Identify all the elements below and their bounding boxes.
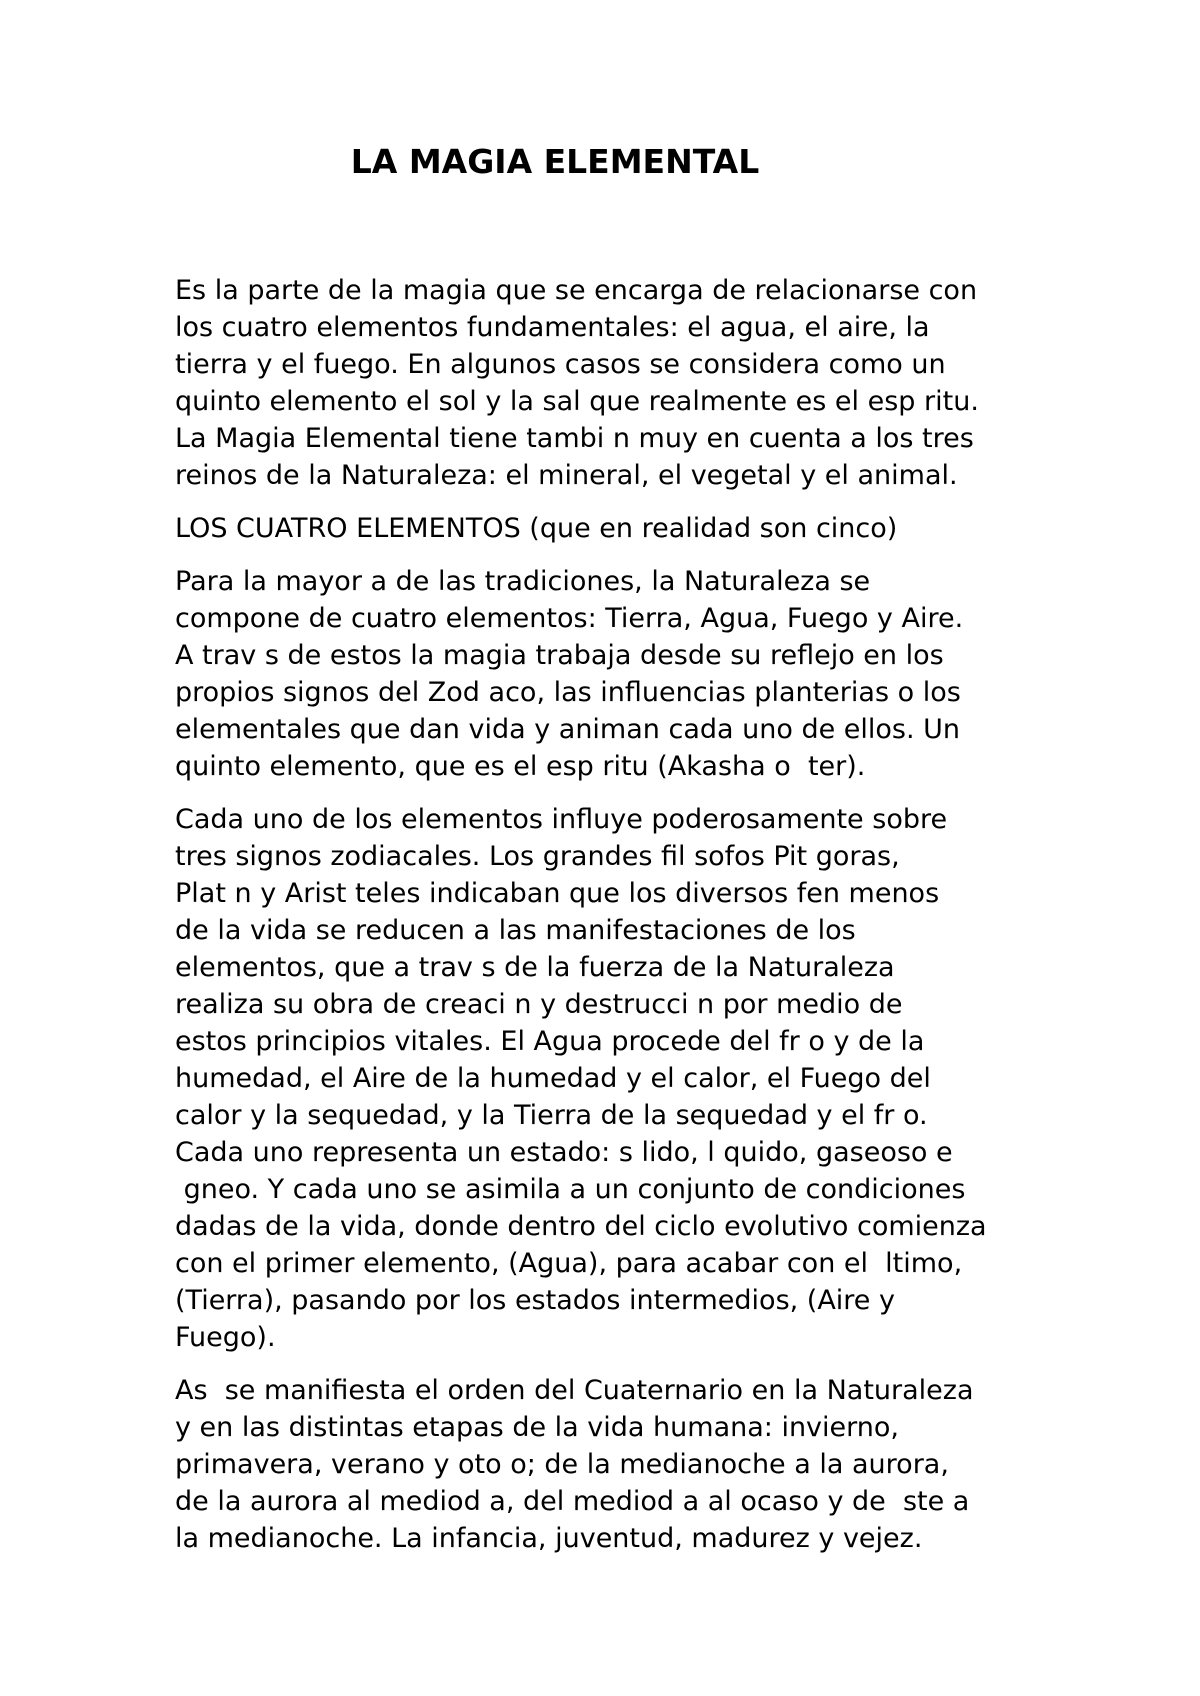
paragraph-traditions [175, 563, 1055, 785]
text-line: dadas de la vida, donde dentro del ciclo evolutivo comienza [175, 1211, 987, 1242]
text-line: quinto elemento, que es el esp ritu (Akasha o ter). [175, 751, 866, 782]
text-line: los cuatro elementos fundamentales: el agua, el aire, la [175, 312, 930, 343]
text-line: realiza su obra de creaci n y destrucci n por medio de [175, 989, 903, 1020]
text-line: elementos, que a trav s de la fuerza de la Naturaleza [175, 952, 895, 983]
text-line: Para la mayor a de las tradiciones, la Naturaleza se [175, 566, 871, 597]
text-line: La Magia Elemental tiene tambi n muy en cuenta a los tres [175, 423, 974, 454]
text-line: calor y la sequedad, y la Tierra de la sequedad y el fr o. [175, 1100, 928, 1131]
text-line: elementales que dan vida y animan cada uno de ellos. Un [175, 714, 961, 745]
text-line: con el primer elemento, (Agua), para acabar con el ltimo, [175, 1248, 963, 1279]
text-line: Plat n y Arist teles indicaban que los diversos fen menos [175, 878, 940, 909]
document-body [175, 272, 1055, 1573]
text-line: tierra y el fuego. En algunos casos se considera como un [175, 349, 946, 380]
text-line: Cada uno de los elementos influye poderosamente sobre [175, 804, 948, 835]
text-line: (Tierra), pasando por los estados intermedios, (Aire y [175, 1285, 895, 1316]
text-line: propios signos del Zod aco, las influencias planterias o los [175, 677, 961, 708]
section-heading: LOS CUATRO ELEMENTOS (que en realidad son cinco) [175, 513, 898, 544]
text-line: primavera, verano y oto o; de la medianoche a la aurora, [175, 1449, 949, 1480]
text-line: A trav s de estos la magia trabaja desde su reflejo en los [175, 640, 944, 671]
text-line: Es la parte de la magia que se encarga de relacionarse con [175, 275, 978, 306]
text-line: humedad, el Aire de la humedad y el calor, el Fuego del [175, 1063, 931, 1094]
paragraph-intro [175, 272, 1055, 494]
paragraph-elements [175, 801, 1055, 1356]
section-heading-paragraph [175, 510, 1055, 547]
text-line: quinto elemento el sol y la sal que realmente es el esp ritu. [175, 386, 979, 417]
text-line: Cada uno representa un estado: s lido, l quido, gaseoso e [175, 1137, 953, 1168]
text-line: la medianoche. La infancia, juventud, madurez y vejez. [175, 1523, 923, 1554]
text-line: de la aurora al mediod a, del mediod a al ocaso y de ste a [175, 1486, 970, 1517]
text-line: compone de cuatro elementos: Tierra, Agua, Fuego y Aire. [175, 603, 964, 634]
paragraph-cuaternario [175, 1372, 1055, 1557]
text-line: reinos de la Naturaleza: el mineral, el vegetal y el animal. [175, 460, 958, 491]
text-line: de la vida se reducen a las manifestaciones de los [175, 915, 856, 946]
text-line: Fuego). [175, 1322, 276, 1353]
text-line: tres signos zodiacales. Los grandes fil sofos Pit goras, [175, 841, 900, 872]
text-line: y en las distintas etapas de la vida humana: invierno, [175, 1412, 899, 1443]
text-line: As se manifiesta el orden del Cuaternario en la Naturaleza [175, 1375, 974, 1406]
text-line: estos principios vitales. El Agua procede del fr o y de la [175, 1026, 925, 1057]
text-line: gneo. Y cada uno se asimila a un conjunto de condiciones [175, 1174, 966, 1205]
page-title: LA MAGIA ELEMENTAL [350, 142, 760, 181]
